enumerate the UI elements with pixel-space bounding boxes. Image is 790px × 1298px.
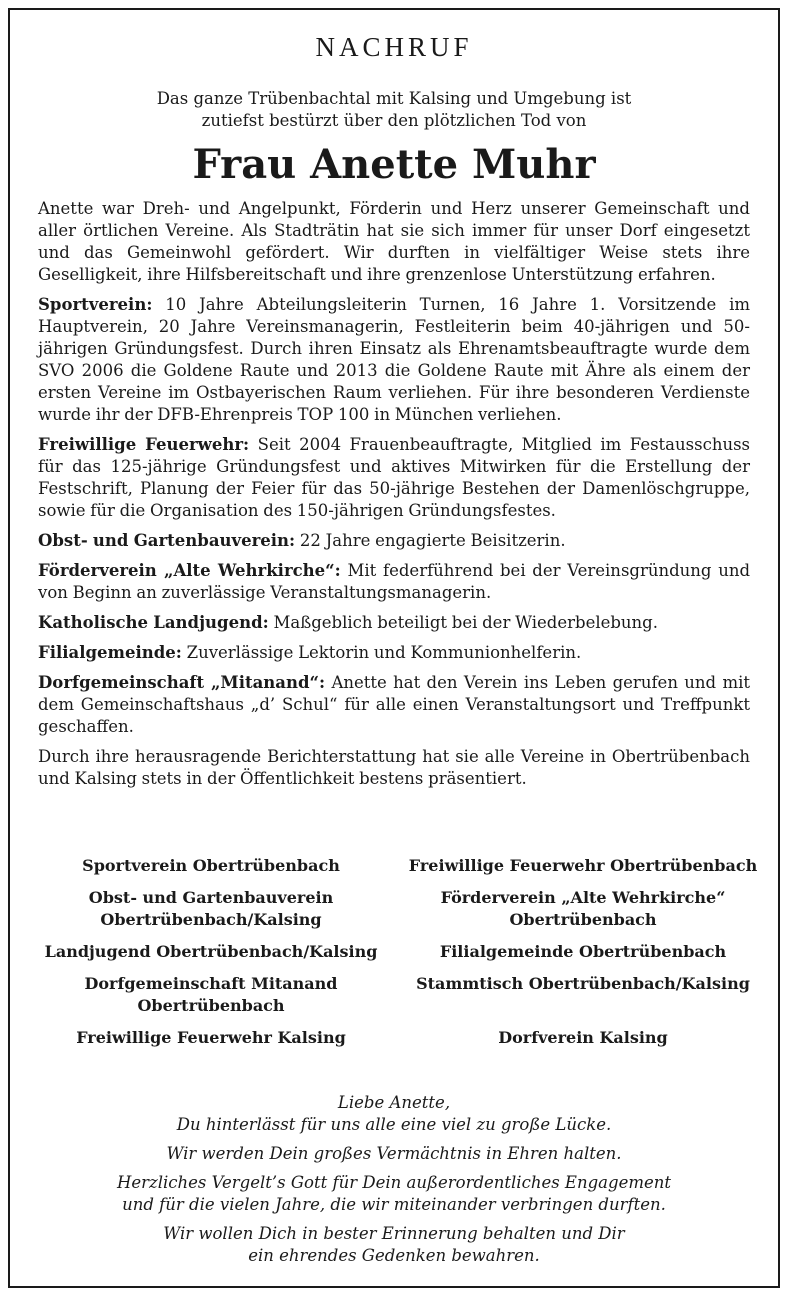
- paragraph-text: Zuverlässige Lektorin und Kommunionhelferin.: [186, 643, 582, 662]
- tribute-paragraph: [38, 294, 750, 426]
- closing-paragraph: [50, 1223, 738, 1267]
- closing-line: Du hinterlässt für uns alle eine viel zu große Lücke.: [176, 1115, 612, 1134]
- paragraph-text: Durch ihre herausragende Berichterstattung hat sie alle Vereine in Obertrübenbach und Kalsing stets in der Öffentlichkeit bestens präsentiert.: [38, 747, 750, 788]
- closing-words: [50, 1092, 738, 1274]
- paragraph-text: Mit federführend bei der Vereinsgründung und von Beginn an zuverlässige Veranstaltungsmanagerin.: [38, 561, 751, 602]
- club-name: [402, 887, 764, 931]
- paragraph-label: Obst- und Gartenbauverein:: [38, 531, 296, 550]
- paragraph-label: Dorfgemeinschaft „Mitanand“:: [38, 673, 326, 692]
- closing-line: ein ehrendes Gedenken bewahren.: [248, 1246, 540, 1265]
- club-name: [402, 855, 764, 877]
- paragraph-label: Freiwillige Feuerwehr:: [38, 435, 250, 454]
- club-name-line: Obst- und Gartenbauverein: [88, 888, 334, 907]
- paragraph-label: Förderverein „Alte Wehrkirche“:: [38, 561, 341, 580]
- paragraph-text: 10 Jahre Abteilungsleiterin Turnen, 16 Jahre 1. Vorsitzende im Hauptverein, 20 Jahre Vereinsmanagerin, Festleiterin beim 40-jährigen und 50-jährigen Gründungsfest. Durch ihren Einsatz als Ehrenamtsbeauftragte wurde dem SVO 2006 die Goldene Raute und 2013 die Goldene Raute mit Ähre als einem der ersten Vereine im Ostbayerischen Raum verliehen. Für ihre besonderen Verdienste wurde ihr der DFB-Ehrenpreis TOP 100 in München verliehen.: [38, 295, 751, 424]
- tribute-paragraph: [38, 530, 750, 552]
- club-name: [30, 1027, 392, 1049]
- tribute-paragraph: [38, 612, 750, 634]
- intro-line: Das ganze Trübenbachtal mit Kalsing und Umgebung ist: [156, 89, 632, 108]
- club-name: [402, 973, 764, 1017]
- paragraph-text: Anette war Dreh- und Angelpunkt, Förderin und Herz unserer Gemeinschaft und aller örtlichen Vereine. Als Stadträtin hat sie sich immer für unser Dorf eingesetzt und das Gemeinwohl gefördert. Wir durften in vielfältiger Weise stets ihre Geselligkeit, ihre Hilfsbereitschaft und ihre grenzenlose Unterstützung erfahren.: [38, 199, 750, 284]
- tribute-paragraph: [38, 560, 750, 604]
- club-name-line: Freiwillige Feuerwehr Obertrübenbach: [408, 856, 758, 875]
- tribute-paragraph: [38, 642, 750, 664]
- paragraph-label: Filialgemeinde:: [38, 643, 182, 662]
- club-name: [402, 941, 764, 963]
- tribute-paragraph: [38, 746, 750, 790]
- club-name-line: Dorfverein Kalsing: [498, 1028, 668, 1047]
- club-name-line: Filialgemeinde Obertrübenbach: [439, 942, 727, 961]
- paragraph-label: Katholische Landjugend:: [38, 613, 269, 632]
- paragraph-text: 22 Jahre engagierte Beisitzerin.: [299, 531, 566, 550]
- intro-line: zutiefst bestürzt über den plötzlichen Tod von: [201, 111, 587, 130]
- closing-line: Wir wollen Dich in bester Erinnerung behalten und Dir: [163, 1224, 625, 1243]
- club-name-line: Freiwillige Feuerwehr Kalsing: [76, 1028, 346, 1047]
- club-name-line: Obertrübenbach/Kalsing: [100, 910, 322, 929]
- club-name: [30, 973, 392, 1017]
- club-name-line: Obertrübenbach: [137, 996, 285, 1015]
- closing-paragraph: [50, 1172, 738, 1216]
- paragraph-text: Anette hat den Verein ins Leben gerufen und mit dem Gemeinschaftshaus „d’ Schul“ für alle einen Veranstaltungsort und Treffpunkt geschaffen.: [38, 673, 750, 736]
- club-name: [402, 1027, 764, 1049]
- paragraph-label: Sportverein:: [38, 295, 153, 314]
- notice-heading: NACHRUF: [315, 32, 473, 62]
- tribute-paragraph: [38, 434, 750, 522]
- tribute-body: [38, 198, 750, 798]
- tribute-paragraph: [38, 198, 750, 286]
- club-name-line: Förderverein „Alte Wehrkirche“: [440, 888, 726, 907]
- paragraph-text: Maßgeblich beteiligt bei der Wiederbelebung.: [273, 613, 658, 632]
- closing-paragraph: [50, 1092, 738, 1136]
- club-name-line: Stammtisch Obertrübenbach/Kalsing: [416, 974, 750, 993]
- club-name: [30, 887, 392, 931]
- tribute-paragraph: [38, 672, 750, 738]
- paragraph-text: Seit 2004 Frauenbeauftragte, Mitglied im Festausschuss für das 125-jährige Gründungsfest und aktives Mitwirken für die Erstellung der Festschrift, Planung der Feier für das 50-jährige Bestehen der Damenlöschgruppe, sowie für die Organisation des 150-jährigen Gründungsfestes.: [38, 435, 751, 520]
- club-name-line: Dorfgemeinschaft Mitanand: [84, 974, 338, 993]
- closing-paragraph: [50, 1143, 738, 1165]
- club-name-line: Obertrübenbach: [509, 910, 657, 929]
- closing-line: Herzliches Vergelt’s Gott für Dein außerordentliches Engagement: [116, 1173, 671, 1192]
- closing-line: Wir werden Dein großes Vermächtnis in Ehren halten.: [166, 1144, 622, 1163]
- closing-line: Liebe Anette,: [337, 1093, 451, 1112]
- intro-text: [50, 88, 738, 132]
- deceased-name: Frau Anette Muhr: [192, 141, 596, 188]
- closing-line: und für die vielen Jahre, die wir miteinander verbringen durften.: [122, 1195, 666, 1214]
- club-name: [30, 941, 392, 963]
- club-name-line: Landjugend Obertrübenbach/Kalsing: [44, 942, 378, 961]
- obituary-notice: [8, 8, 780, 1288]
- club-name: [30, 855, 392, 877]
- club-signatures: [30, 855, 764, 1049]
- club-name-line: Sportverein Obertrübenbach: [82, 856, 340, 875]
